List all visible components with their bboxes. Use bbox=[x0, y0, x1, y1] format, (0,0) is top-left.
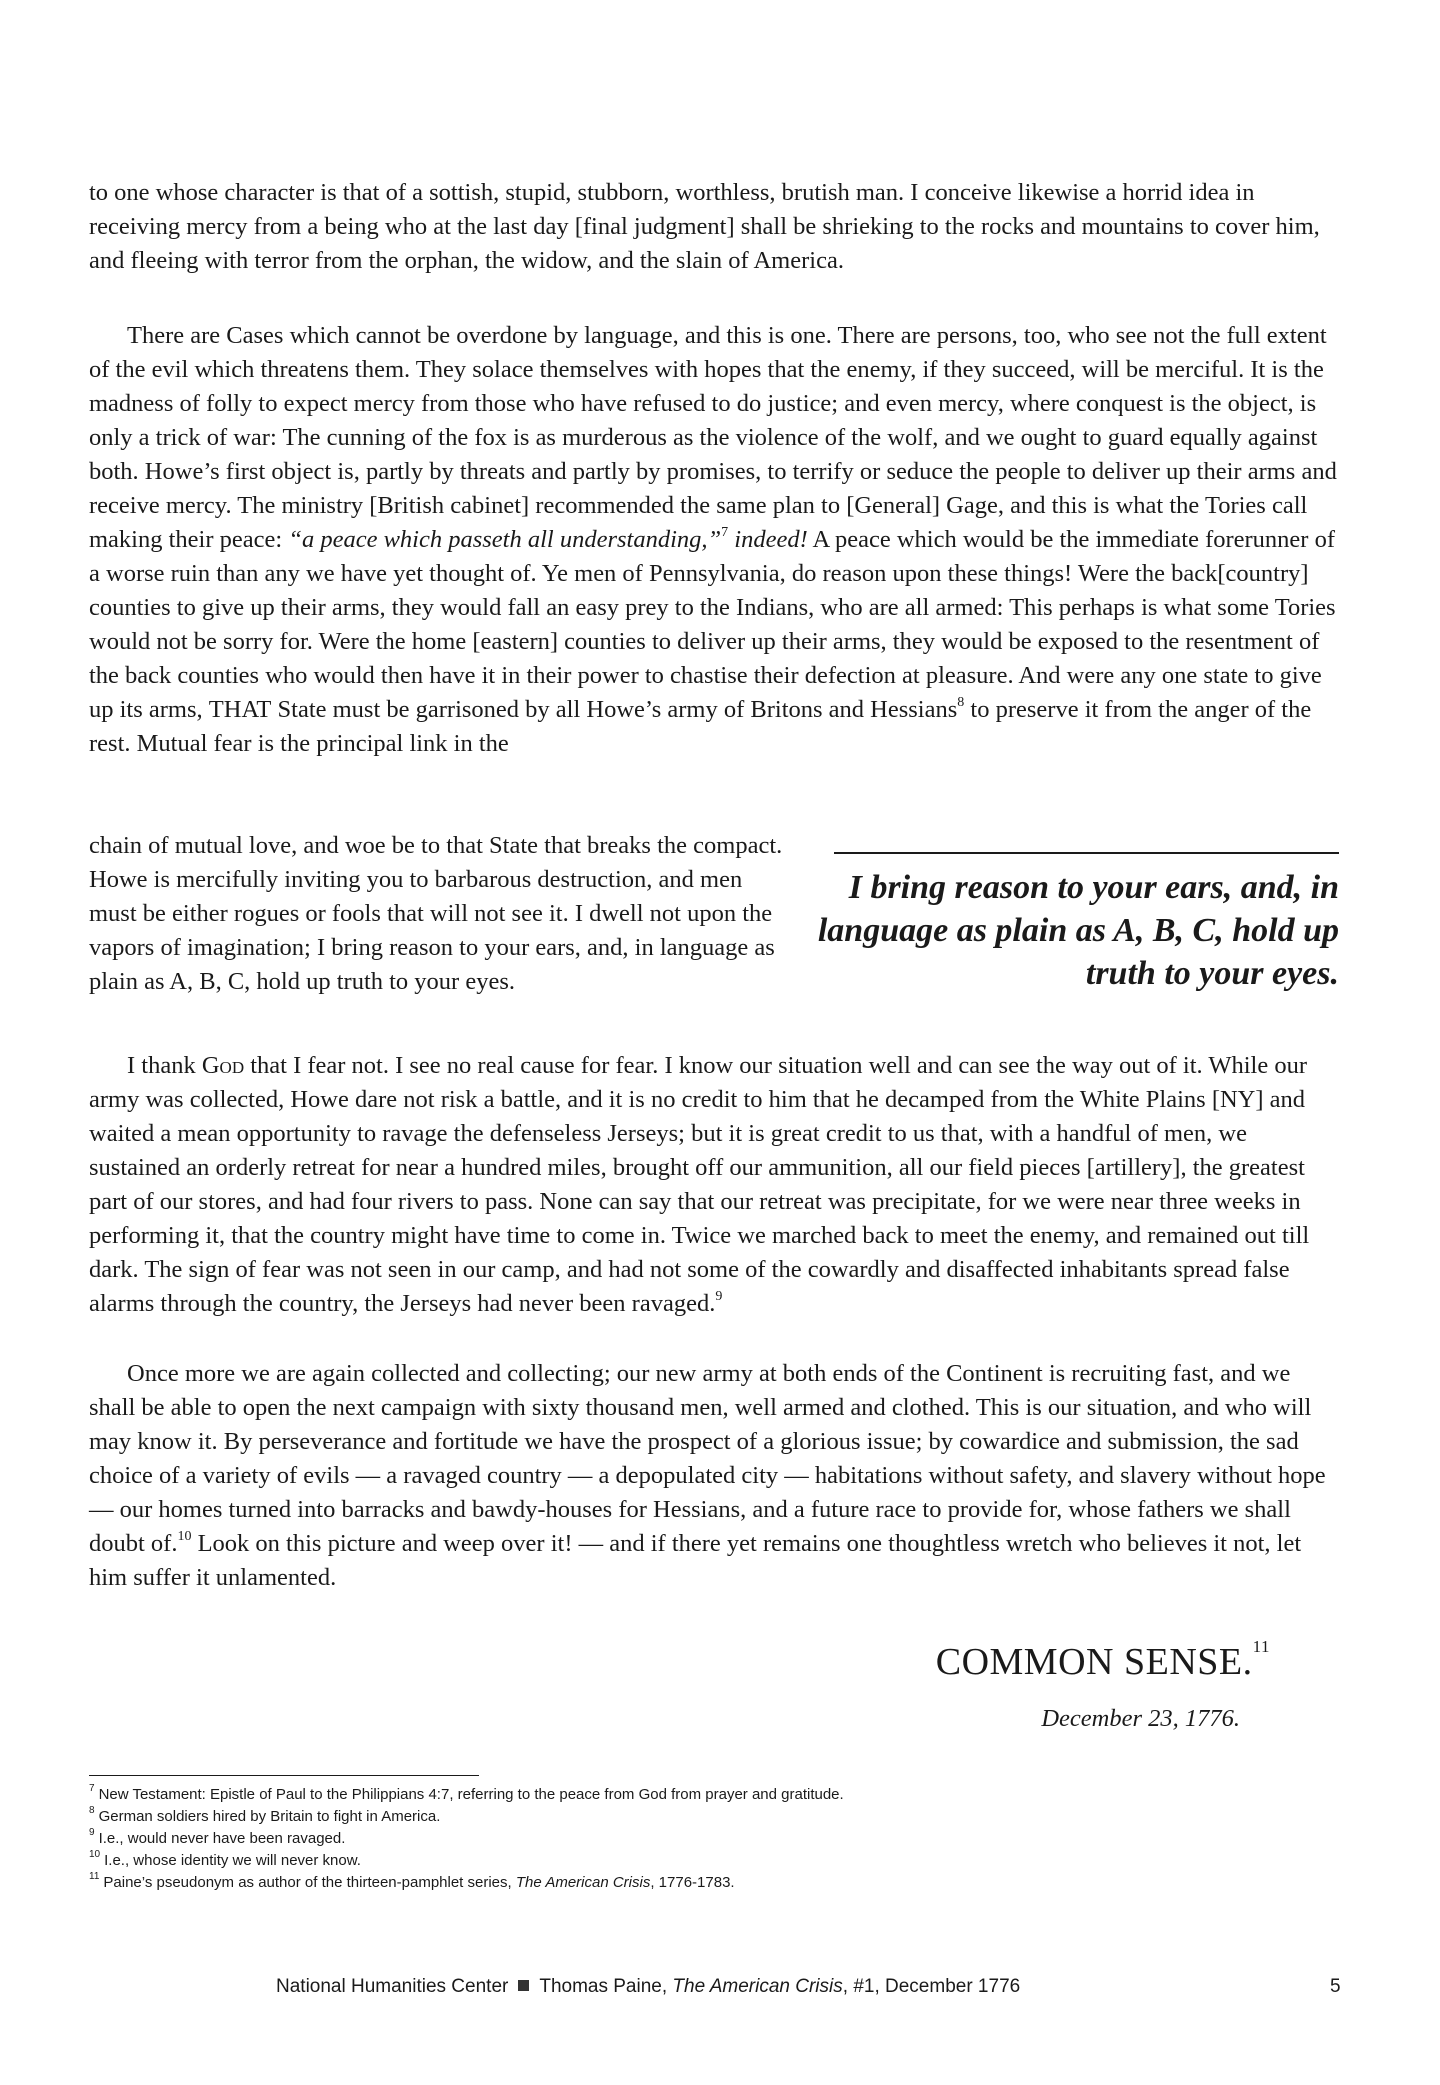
footnote-ref-10[interactable]: 10 bbox=[177, 1528, 192, 1544]
signature-date: December 23, 1776. bbox=[1041, 1705, 1240, 1732]
paragraph-4: Once more we are again collected and collecting; our new army at both ends of the Continent is recruiting fast, and we shall be able to open the next campaign with sixty thousand men, well armed and clothed. This is our situation, and who will may know it. By perseverance and fortitude we have the prospect of a glorious issue; by cowardice and submission, the sad choice of a variety of evils — a ravaged country — a depopulated city — habitations without safety, and slavery without hope — our homes turned into barracks and bawdy-houses for Hessians, and a future race to provide for, whose fathers we shall doubt of.$^{10}$ Look on this picture and weep over it! — and if there yet remains one thoughtless wretch who believes it not, let him suffer it unlamented. bbox=[89, 1360, 1326, 1591]
footnote-item: $^9$ I.e., would never have been ravaged. bbox=[89, 1827, 346, 1847]
paragraph-1: to one whose character is that of a sottish, stupid, stubborn, worthless, brutish man. I conceive likewise a horrid idea in receiving mercy from a being who at the last day [final judgment] shall be shrieking to the rocks and mountains to cover him, and fleeing with terror from the orphan, the widow, and the slain of America. bbox=[89, 179, 1320, 274]
page-number: 5 bbox=[1330, 1976, 1341, 1997]
paragraph-2-continued: chain of mutual love, and woe be to that State that breaks the compact. Howe is mercifully inviting you to barbarous destruction, and men must be either rogues or fools that will not see it. I dwell not upon the vapors of imagination; I bring reason to your ears, and, in language as plain as A, B, C, hold up truth to your eyes. bbox=[89, 832, 783, 995]
pull-quote-rule bbox=[834, 852, 1339, 854]
paragraph-3: I thank God that I fear not. I see no real cause for fear. I know our situation well and can see the way out of it. While our army was collected, Howe dare not risk a battle, and it is no credit to him that he decamped from the White Plains [NY] and waited a mean opportunity to ravage the defenseless Jerseys; but it is great credit to us that, with a handful of men, we sustained an orderly retreat for near a hundred miles, brought off our ammunition, all our field pieces [artillery], the greatest part of our stores, and had four rivers to pass. None can say that our retreat was precipitate, for we were near three weeks in performing it, that the country might have time to come in. Twice we marched back to meet the enemy, and remained out till dark. The sign of fear was not seen in our camp, and had not some of the cowardly and disaffected inhabitants spread false alarms through the country, the Jerseys had never been ravaged.$^9$ bbox=[89, 1052, 1310, 1317]
square-bullet-icon bbox=[518, 1980, 529, 1991]
footnote-ref-11[interactable]: 11 bbox=[1252, 1637, 1270, 1657]
footnote-item: $^{11}$ Paine’s pseudonym as author of the thirteen-pamphlet series, The American Crisis, 1776-1783. bbox=[89, 1871, 735, 1891]
footnote-divider bbox=[89, 1775, 479, 1776]
footnote-ref-7[interactable]: 7 bbox=[721, 524, 729, 540]
footnote-ref-8[interactable]: 8 bbox=[957, 694, 965, 710]
footnote-item: $^8$ German soldiers hired by Britain to fight in America. bbox=[89, 1805, 441, 1825]
scripture-quote: “a peace which passeth all understanding,” bbox=[288, 526, 722, 553]
pull-quote: I bring reason to your ears, and, in language as plain as A, B, C, hold up truth to your eyes. bbox=[817, 869, 1339, 992]
footnote-ref-9[interactable]: 9 bbox=[715, 1288, 723, 1304]
paragraph-2: There are Cases which cannot be overdone by language, and this is one. There are persons, too, who see not the full extent of the evil which threatens them. They solace themselves with hopes that the enemy, if they succeed, will be merciful. It is the madness of folly to expect mercy from those who have refused to do justice; and even mercy, where conquest is the object, is only a trick of war: The cunning of the fox is as murderous as the violence of the wolf, and we ought to guard equally against both. Howe’s first object is, partly by threats and partly by promises, to terrify or seduce the people to deliver up their arms and receive mercy. The ministry [British cabinet] recommended the same plan to [General] Gage, and this is what the Tories call making their peace: “a peace which passeth all understanding,”$^7$ indeed! A peace which would be the immediate forerunner of a worse ruin than any we have yet thought of. Ye men of Pennsylvania, do reason upon these things! Were the back[country] counties to give up their arms, they would fall an easy prey to the Indians, who are all armed: This perhaps is what some Tories would not be sorry for. Were the home [eastern] counties to deliver up their arms, they would be exposed to the resentment of the back counties who would then have it in their power to chastise their defection at pleasure. And were any one state to give up its arms, THAT State must be garrisoned by all Howe’s army of Britons and Hessians$^8$ to preserve it from the anger of the rest. Mutual fear is the principal link in the bbox=[89, 322, 1337, 757]
signature: COMMON SENSE.$^{11}$ bbox=[935, 1637, 1270, 1683]
footnote-item: $^7$ New Testament: Epistle of Paul to the Philippians 4:7, referring to the peace from God from prayer and gratitude. bbox=[89, 1783, 844, 1803]
footer-citation: National Humanities Center Thomas Paine, The American Crisis, #1, December 1776 bbox=[276, 1976, 1021, 1997]
footnote-list bbox=[89, 1784, 1289, 1894]
footnote-item: $^{10}$ I.e., whose identity we will never know. bbox=[89, 1849, 361, 1869]
